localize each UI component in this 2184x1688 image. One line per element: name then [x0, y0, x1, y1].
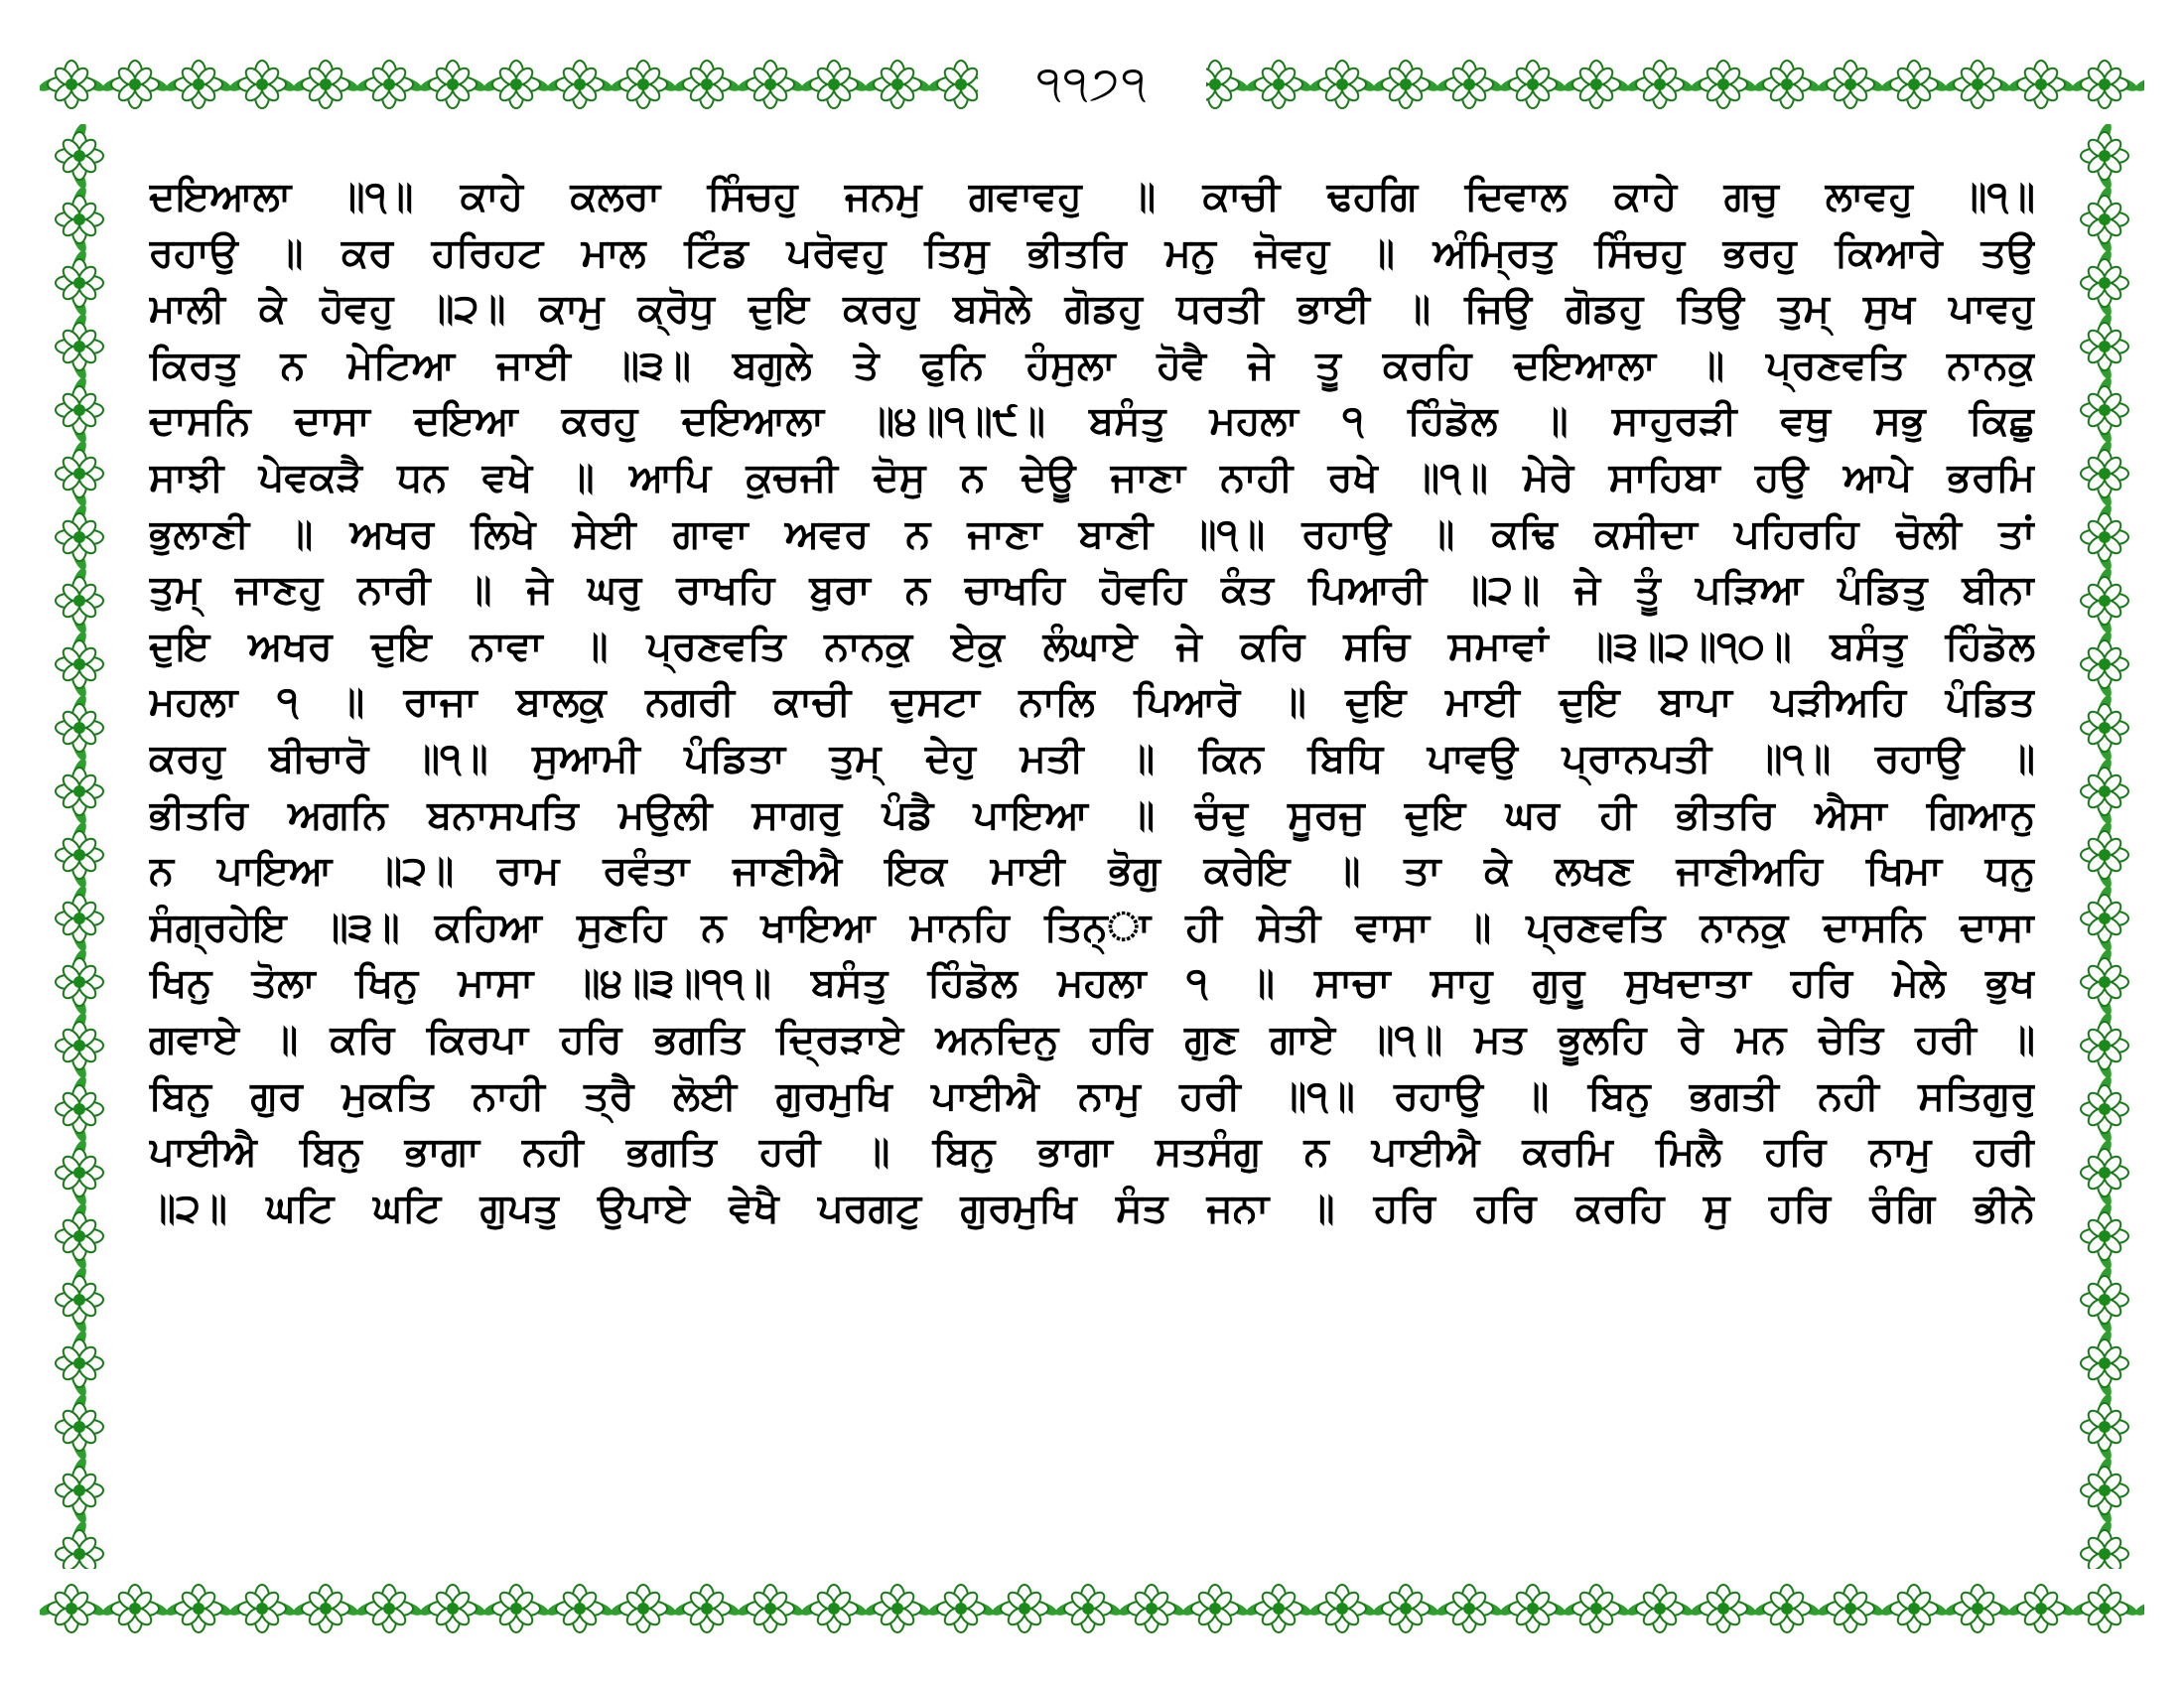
scripture-line: ਤੁਮ੍ ਜਾਣਹੁ ਨਾਰੀ ॥ ਜੇ ਘਰੁ ਰਾਖਹਿ ਬੁਰਾ ਨ ਚਾਖਹਿ ਹੋਵਹਿ ਕੰਤ ਪਿਆਰੀ ॥੨॥ ਜੇ ਤੂੰ ਪੜਿਆ ਪੰਡਿਤੁ ਬੀਨਾ [149, 567, 2035, 614]
scripture-line: ਕਰਹੁ ਬੀਚਾਰੋ ॥੧॥ ਸੁਆਮੀ ਪੰਡਿਤਾ ਤੁਮ੍ ਦੇਹੁ ਮਤੀ ॥ ਕਿਨ ਬਿਧਿ ਪਾਵਉ ਪ੍ਰਾਨਪਤੀ ॥੧॥ ਰਹਾਉ ॥ [149, 735, 2035, 781]
scripture-line: ਮਹਲਾ ੧ ॥ ਰਾਜਾ ਬਾਲਕੁ ਨਗਰੀ ਕਾਚੀ ਦੁਸਟਾ ਨਾਲਿ ਪਿਆਰੋ ॥ ਦੁਇ ਮਾਈ ਦੁਇ ਬਾਪਾ ਪੜੀਅਹਿ ਪੰਡਿਤ [149, 679, 2035, 726]
scripture-line: ਬਿਨੁ ਗੁਰ ਮੁਕਤਿ ਨਾਹੀ ਤ੍ਰੈ ਲੋਈ ਗੁਰਮੁਖਿ ਪਾਈਐ ਨਾਮੁ ਹਰੀ ॥੧॥ ਰਹਾਉ ॥ ਬਿਨੁ ਭਗਤੀ ਨਹੀ ਸਤਿਗੁਰੁ [149, 1072, 2035, 1119]
scripture-line: ਦਾਸਨਿ ਦਾਸਾ ਦਇਆ ਕਰਹੁ ਦਇਆਲਾ ॥੪॥੧॥੯॥ ਬਸੰਤੁ ਮਹਲਾ ੧ ਹਿੰਡੋਲ ॥ ਸਾਹੁਰੜੀ ਵਥੁ ਸਭੁ ਕਿਛੁ [149, 398, 2035, 445]
scripture-line: ਰਹਾਉ ॥ ਕਰ ਹਰਿਹਟ ਮਾਲ ਟਿੰਡ ਪਰੋਵਹੁ ਤਿਸੁ ਭੀਤਰਿ ਮਨੁ ਜੋਵਹੁ ॥ ਅੰਮ੍ਰਿਤੁ ਸਿੰਚਹੁ ਭਰਹੁ ਕਿਆਰੇ ਤਉ [149, 229, 2035, 276]
scripture-line: ਦਇਆਲਾ ॥੧॥ ਕਾਹੇ ਕਲਰਾ ਸਿੰਚਹੁ ਜਨਮੁ ਗਵਾਵਹੁ ॥ ਕਾਚੀ ਢਹਗਿ ਦਿਵਾਲ ਕਾਹੇ ਗਚੁ ਲਾਵਹੁ ॥੧॥ [149, 174, 2035, 219]
right-flower-border [2065, 124, 2144, 1569]
scripture-line: ਖਿਨੁ ਤੋਲਾ ਖਿਨੁ ਮਾਸਾ ॥੪॥੩॥੧੧॥ ਬਸੰਤੁ ਹਿੰਡੋਲ ਮਹਲਾ ੧ ॥ ਸਾਚਾ ਸਾਹੁ ਗੁਰੂ ਸੁਖਦਾਤਾ ਹਰਿ ਮੇਲੇ ਭੁਖ [149, 960, 2035, 1007]
flower-icon [2065, 124, 2144, 1569]
scripture-line: ਮਾਲੀ ਕੇ ਹੋਵਹੁ ॥੨॥ ਕਾਮੁ ਕ੍ਰੋਧੁ ਦੁਇ ਕਰਹੁ ਬਸੋਲੇ ਗੋਡਹੁ ਧਰਤੀ ਭਾਈ ॥ ਜਿਉ ਗੋਡਹੁ ਤਿਉ ਤੁਮ੍ ਸੁਖ ਪਾਵਹੁ [149, 286, 2035, 333]
scripture-line: ਭੀਤਰਿ ਅਗਨਿ ਬਨਾਸਪਤਿ ਮਉਲੀ ਸਾਗਰੁ ਪੰਡੈ ਪਾਇਆ ॥ ਚੰਦੁ ਸੂਰਜੁ ਦੁਇ ਘਰ ਹੀ ਭੀਤਰਿ ਐਸਾ ਗਿਆਨੁ [149, 791, 2035, 838]
bottom-flower-border [40, 1569, 2144, 1648]
scripture-line: ਪਾਈਐ ਬਿਨੁ ਭਾਗਾ ਨਹੀ ਭਗਤਿ ਹਰੀ ॥ ਬਿਨੁ ਭਾਗਾ ਸਤਸੰਗੁ ਨ ਪਾਈਐ ਕਰਮਿ ਮਿਲੈ ਹਰਿ ਨਾਮੁ ਹਰੀ [149, 1129, 2035, 1176]
scripture-line: ਦੁਇ ਅਖਰ ਦੁਇ ਨਾਵਾ ॥ ਪ੍ਰਣਵਤਿ ਨਾਨਕੁ ਏਕੁ ਲੰਘਾਏ ਜੇ ਕਰਿ ਸਚਿ ਸਮਾਵਾਂ ॥੩॥੨॥੧੦॥ ਬਸੰਤੁ ਹਿੰਡੋਲ [149, 623, 2035, 669]
left-flower-border [40, 124, 119, 1569]
scripture-line: ॥੨॥ ਘਟਿ ਘਟਿ ਗੁਪਤੁ ਉਪਾਏ ਵੇਖੈ ਪਰਗਟੁ ਗੁਰਮੁਖਿ ਸੰਤ ਜਨਾ ॥ ਹਰਿ ਹਰਿ ਕਰਹਿ ਸੁ ਹਰਿ ਰੰਗਿ ਭੀਨੇ [149, 1185, 2035, 1231]
scripture-text [149, 169, 2035, 1236]
flower-icon [40, 1569, 2144, 1648]
scripture-line: ਸਾਝੀ ਪੇਵਕੜੈ ਧਨ ਵਖੇ ॥ ਆਪਿ ਕੁਚਜੀ ਦੋਸੁ ਨ ਦੇਊ ਜਾਣਾ ਨਾਹੀ ਰਖੇ ॥੧॥ ਮੇਰੇ ਸਾਹਿਬਾ ਹਉ ਆਪੇ ਭਰਮਿ [149, 454, 2035, 500]
scripture-line: ਸੰਗ੍ਰਹੇਇ ॥੩॥ ਕਹਿਆ ਸੁਣਹਿ ਨ ਖਾਇਆ ਮਾਨਹਿ ਤਿਨ੍ਾ ਹੀ ਸੇਤੀ ਵਾਸਾ ॥ ਪ੍ਰਣਵਤਿ ਨਾਨਕੁ ਦਾਸਨਿ ਦਾਸਾ [149, 904, 2035, 950]
scripture-line: ਨ ਪਾਇਆ ॥੨॥ ਰਾਮ ਰਵੰਤਾ ਜਾਣੀਐ ਇਕ ਮਾਈ ਭੋਗੁ ਕਰੇਇ ॥ ਤਾ ਕੇ ਲਖਣ ਜਾਣੀਅਹਿ ਖਿਮਾ ਧਨੁ [149, 848, 2035, 895]
scripture-line: ਭੁਲਾਣੀ ॥ ਅਖਰ ਲਿਖੇ ਸੇਈ ਗਾਵਾ ਅਵਰ ਨ ਜਾਣਾ ਬਾਣੀ ॥੧॥ ਰਹਾਉ ॥ ਕਢਿ ਕਸੀਦਾ ਪਹਿਰਹਿ ਚੋਲੀ ਤਾਂ [149, 510, 2035, 557]
scripture-line: ਕਿਰਤੁ ਨ ਮੇਟਿਆ ਜਾਈ ॥੩॥ ਬਗੁਲੇ ਤੇ ਫੁਨਿ ਹੰਸੁਲਾ ਹੋਵੈ ਜੇ ਤੂ ਕਰਹਿ ਦਇਆਲਾ ॥ ਪ੍ਰਣਵਤਿ ਨਾਨਕੁ [149, 342, 2035, 388]
scripture-line: ਗਵਾਏ ॥ ਕਰਿ ਕਿਰਪਾ ਹਰਿ ਭਗਤਿ ਦ੍ਰਿੜਾਏ ਅਨਦਿਨੁ ਹਰਿ ਗੁਣ ਗਾਏ ॥੧॥ ਮਤ ਭੂਲਹਿ ਰੇ ਮਨ ਚੇਤਿ ਹਰੀ ॥ [149, 1016, 2035, 1062]
page-number: ੧੧੭੧ [978, 48, 1206, 117]
flower-icon [40, 124, 119, 1569]
